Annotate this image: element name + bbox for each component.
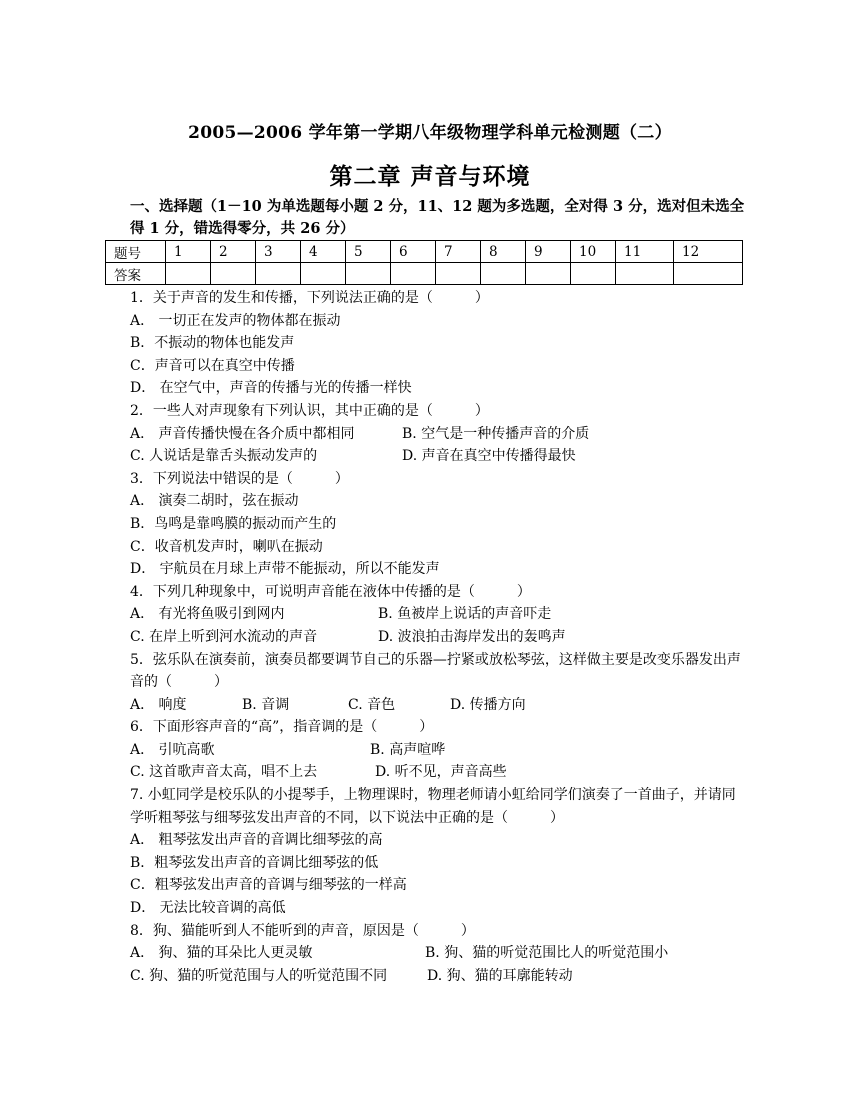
answer-option: A． 引吭高歌 — [130, 741, 215, 758]
option-row — [130, 942, 742, 965]
answer-option: D. 狗、猫的耳廓能转动 — [427, 967, 573, 984]
question-number-cell: 12 — [674, 241, 743, 263]
answer-option: C. 狗、猫的听觉范围与人的听觉范围不同 — [130, 967, 388, 984]
question-number-cell: 2 — [211, 241, 256, 263]
question-block — [130, 784, 742, 920]
answer-row — [106, 263, 743, 285]
answer-option: D. 声音在真空中传播得最快 — [402, 448, 576, 465]
option-row — [130, 626, 742, 649]
question-number-cell: 10 — [571, 241, 616, 263]
option-row — [130, 874, 742, 897]
answer-option: B. 鱼被岸上说话的声音吓走 — [378, 606, 552, 623]
answer-cell — [211, 263, 256, 285]
question-block — [130, 287, 742, 400]
answer-option: D. 传播方向 — [450, 696, 526, 713]
option-row — [130, 332, 742, 355]
answer-cell — [674, 263, 743, 285]
question-block — [130, 581, 742, 649]
option-row — [130, 445, 742, 468]
answer-option: A． 演奏二胡时，弦在振动 — [130, 493, 299, 510]
answer-table — [105, 240, 743, 285]
question-number-cell: 1 — [166, 241, 211, 263]
question-block — [130, 468, 742, 581]
option-row — [130, 603, 742, 626]
question-block — [130, 920, 742, 988]
answer-option: A． 声音传播快慢在各介质中都相同 — [130, 425, 355, 442]
answer-option: A． 有光将鱼吸引到网内 — [130, 606, 285, 623]
answer-cell — [256, 263, 301, 285]
answer-option: A． 粗琴弦发出声音的音调比细琴弦的高 — [130, 832, 383, 849]
answer-option: A． 响度 — [130, 696, 187, 713]
answer-option: C．收音机发声时，喇叭在振动 — [130, 538, 323, 555]
question-number-cell: 5 — [346, 241, 391, 263]
question-number-cell: 11 — [616, 241, 674, 263]
answer-option: A． 狗、猫的耳朵比人更灵敏 — [130, 945, 313, 962]
answer-option: D. 波浪拍击海岸发出的轰鸣声 — [378, 628, 566, 645]
question-stem: 1．关于声音的发生和传播，下列说法正确的是（ ） — [130, 290, 489, 306]
answer-option: D． 宇航员在月球上声带不能振动，所以不能发声 — [130, 561, 440, 578]
question-number-cell: 9 — [526, 241, 571, 263]
answer-cell — [616, 263, 674, 285]
question-list — [130, 287, 742, 987]
answer-cell — [571, 263, 616, 285]
question-number-cell: 8 — [481, 241, 526, 263]
question-stem: 6．下面形容声音的“高”，指音调的是（ ） — [130, 719, 434, 736]
question-stem: 2．一些人对声现象有下列认识，其中正确的是（ ） — [130, 402, 489, 419]
option-row — [130, 965, 742, 988]
answer-option: C．粗琴弦发出声音的音调与细琴弦的一样高 — [130, 877, 407, 894]
answer-cell — [301, 263, 346, 285]
answer-option: B．粗琴弦发出声音的音调比细琴弦的低 — [130, 854, 379, 871]
question-stem: 7. 小虹同学是校乐队的小提琴手，上物理课时，物理老师请小虹给同学们演奏了一首曲子，并请同学听粗琴弦与细琴弦发出声音的不同，以下说法中正确的是（ ） — [130, 787, 736, 826]
answer-option: B. 高声喧哗 — [370, 741, 446, 758]
option-row — [130, 310, 742, 333]
answer-option: B．鸟鸣是靠鸣膜的振动而产生的 — [130, 515, 337, 532]
option-row — [130, 558, 742, 581]
option-row — [130, 423, 742, 446]
answer-option: D. 听不见，声音高些 — [375, 764, 507, 781]
section-heading: 一、选择题（1－10 为单选题每小题 2 分，11、12 题为多选题，全对得 3 分，选对但未选全得 1 分，错选得零分，共 26 分） — [130, 198, 745, 237]
answer-option: B．不振动的物体也能发声 — [130, 335, 295, 352]
question-number-cell: 6 — [391, 241, 436, 263]
question-stem: 4．下列几种现象中，可说明声音能在液体中传播的是（ ） — [130, 583, 531, 600]
option-row — [130, 829, 742, 852]
option-row — [130, 739, 742, 762]
question-stem: 3．下列说法中错误的是（ ） — [130, 470, 349, 487]
question-number-cell: 7 — [436, 241, 481, 263]
answer-option: A． 一切正在发声的物体都在振动 — [130, 312, 341, 329]
answer-option: C. 人说话是靠舌头振动发声的 — [130, 448, 318, 465]
question-block — [130, 649, 742, 717]
question-stem: 8．狗、猫能听到人不能听到的声音，原因是（ ） — [130, 922, 475, 939]
answer-option: B. 狗、猫的听觉范围比人的听觉范围小 — [425, 945, 669, 962]
option-row — [130, 355, 742, 378]
answer-option: C．声音可以在真空中传播 — [130, 357, 295, 374]
answer-cell — [391, 263, 436, 285]
answer-option: B. 空气是一种传播声音的介质 — [402, 425, 590, 442]
question-number-cell: 4 — [301, 241, 346, 263]
option-row — [130, 377, 742, 400]
answer-cell — [526, 263, 571, 285]
answer-option: D． 在空气中，声音的传播与光的传播一样快 — [130, 380, 412, 397]
option-row — [130, 536, 742, 559]
option-row — [130, 761, 742, 784]
option-row — [130, 852, 742, 875]
row-label: 答案 — [106, 263, 166, 285]
answer-cell — [346, 263, 391, 285]
question-number-cell: 3 — [256, 241, 301, 263]
option-row — [130, 897, 742, 920]
answer-cell — [166, 263, 211, 285]
option-row — [130, 694, 742, 717]
chapter-title: 第二章 声音与环境 — [329, 163, 531, 190]
exam-title: 2005—2006 学年第一学期八年级物理学科单元检测题（二） — [188, 123, 672, 143]
row-label: 题号 — [106, 241, 166, 263]
answer-cell — [436, 263, 481, 285]
option-row — [130, 513, 742, 536]
answer-option: D． 无法比较音调的高低 — [130, 900, 286, 917]
answer-option: B. 音调 — [242, 696, 290, 713]
question-number-row — [106, 241, 743, 263]
answer-cell — [481, 263, 526, 285]
question-stem: 5．弦乐队在演奏前，演奏员都要调节自己的乐器—拧紧或放松琴弦，这样做主要是改变乐器发出声音的（ ） — [130, 651, 741, 691]
option-row — [130, 490, 742, 513]
answer-option: C. 在岸上听到河水流动的声音 — [130, 628, 318, 645]
answer-option: C. 这首歌声音太高，唱不上去 — [130, 764, 318, 781]
answer-option: C. 音色 — [348, 696, 396, 713]
question-block — [130, 400, 742, 468]
question-block — [130, 716, 742, 784]
